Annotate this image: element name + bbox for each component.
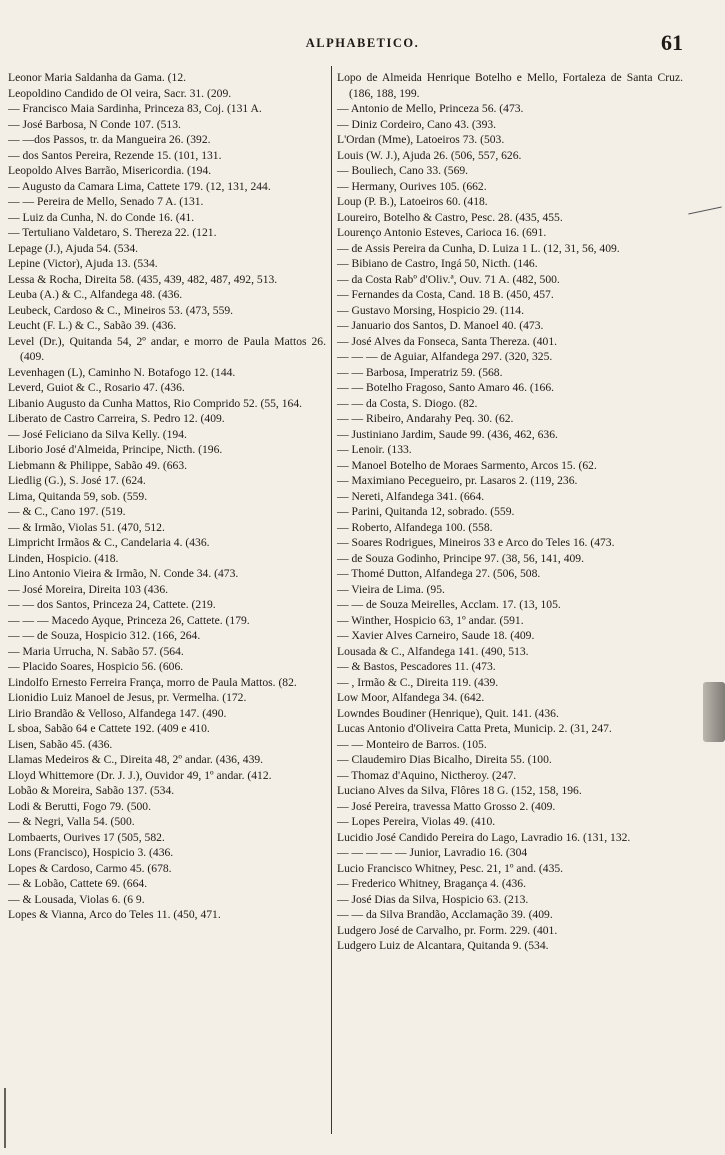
directory-entry: — Nereti, Alfandega 341. (664. bbox=[337, 489, 485, 503]
running-title: ALPHABETICO. bbox=[305, 36, 420, 50]
directory-entry: — dos Santos Pereira, Rezende 15. (101, 131. bbox=[8, 148, 222, 162]
directory-entry: — Antonio de Mello, Princeza 56. (473. bbox=[337, 102, 524, 115]
directory-entry: Level (Dr.), Quitanda 54, 2º andar, e morro de Paula Mattos 26. (409. bbox=[8, 334, 326, 363]
directory-entry: — — de Souza, Hospicio 312. (166, 264. bbox=[8, 629, 201, 642]
directory-entry: Loup (P. B.), Latoeiros 60. (418. bbox=[337, 195, 488, 208]
directory-entry: Lopes & Vianna, Arco do Teles 11. (450, 471. bbox=[8, 908, 221, 921]
directory-entry: Lucio Francisco Whitney, Pesc. 21, 1º and. (435. bbox=[337, 861, 564, 875]
directory-entry: Lionidio Luiz Manoel de Jesus, pr. Vermelha. (172. bbox=[8, 691, 247, 704]
directory-entry: — Vieira de Lima. (95. bbox=[337, 582, 445, 596]
binding-shadow bbox=[4, 1088, 6, 1148]
directory-entry: — & Negri, Valla 54. (500. bbox=[8, 815, 135, 828]
directory-entry: — Tertuliano Valdetaro, S. Thereza 22. (121. bbox=[8, 226, 217, 239]
page-number: 61 bbox=[661, 30, 683, 55]
directory-entry: — —dos Passos, tr. da Mangueira 26. (392. bbox=[8, 133, 211, 146]
directory-entry: Linden, Hospicio. (418. bbox=[8, 551, 119, 565]
directory-entry: — Thomé Dutton, Alfandega 27. (506, 508. bbox=[337, 567, 541, 580]
directory-entry: Lopo de Almeida Henrique Botelho e Mello, Fortaleza de Santa Cruz. (186, 188, 199. bbox=[337, 71, 683, 100]
directory-entry: Lloyd Whittemore (Dr. J. J.), Ouvidor 49, 1º andar. (412. bbox=[8, 768, 272, 782]
directory-entry: Limpricht Irmãos & C., Candelaria 4. (436. bbox=[8, 536, 210, 549]
directory-entry: — & Irmão, Violas 51. (470, 512. bbox=[8, 520, 165, 534]
directory-entry: Lima, Quitanda 59, sob. (559. bbox=[8, 489, 148, 503]
directory-entry: — Xavier Alves Carneiro, Saude 18. (409. bbox=[337, 629, 535, 642]
directory-entry: L sboa, Sabão 64 e Cattete 192. (409 e 410. bbox=[8, 722, 210, 735]
directory-entry: Libanio Augusto da Cunha Mattos, Rio Comprido 52. (55, 164. bbox=[8, 396, 303, 410]
directory-entry: Loureiro, Botelho & Castro, Pesc. 28. (435, 455. bbox=[337, 210, 563, 224]
left-column bbox=[8, 70, 326, 923]
directory-entry: — Thomaz d'Aquino, Nictheroy. (247. bbox=[337, 768, 517, 782]
directory-entry: — da Costa Rabº d'Oliv.ª, Ouv. 71 A. (482, 500. bbox=[337, 272, 560, 286]
directory-entry: Lousada & C., Alfandega 141. (490, 513. bbox=[337, 644, 529, 658]
directory-entry: — — dos Santos, Princeza 24, Cattete. (219. bbox=[8, 598, 216, 611]
directory-entry: Ludgero Luiz de Alcantara, Quitanda 9. (534. bbox=[337, 939, 549, 952]
directory-entry: Lowndes Boudiner (Henrique), Quit. 141. (436. bbox=[337, 706, 559, 720]
directory-entry: Lombaerts, Ourives 17 (505, 582. bbox=[8, 830, 165, 844]
page-edge-shadow bbox=[703, 682, 725, 742]
directory-entry: Ludgero José de Carvalho, pr. Form. 229. (401. bbox=[337, 923, 558, 937]
directory-entry: — Placido Soares, Hospicio 56. (606. bbox=[8, 660, 184, 673]
directory-entry: Luciano Alves da Silva, Flôres 18 G. (152, 158, 196. bbox=[337, 784, 582, 797]
directory-entry: Lino Antonio Vieira & Irmão, N. Conde 34. (473. bbox=[8, 567, 239, 580]
directory-entry: — José Moreira, Direita 103 (436. bbox=[8, 582, 169, 596]
directory-entry: — Augusto da Camara Lima, Cattete 179. (12, 131, 244. bbox=[8, 179, 271, 193]
directory-entry: — & Lousada, Violas 6. (6 9. bbox=[8, 892, 145, 906]
directory-entry: Lodi & Berutti, Fogo 79. (500. bbox=[8, 799, 151, 813]
directory-entry: — — Pereira de Mello, Senado 7 A. (131. bbox=[8, 195, 204, 208]
directory-entry: — José Alves da Fonseca, Santa Thereza. (401. bbox=[337, 334, 558, 348]
directory-entry: — Winther, Hospicio 63, 1º andar. (591. bbox=[337, 613, 524, 627]
directory-entry: — de Souza Godinho, Principe 97. (38, 56, 141, 409. bbox=[337, 551, 584, 565]
directory-entry: — Maximiano Pecegueiro, pr. Lasaros 2. (119, 236. bbox=[337, 474, 578, 487]
directory-entry: Lucas Antonio d'Oliveira Catta Preta, Municip. 2. (31, 247. bbox=[337, 722, 612, 735]
directory-entry: Lobão & Moreira, Sabão 137. (534. bbox=[8, 784, 175, 797]
directory-entry: — Bibiano de Castro, Ingá 50, Nicth. (146. bbox=[337, 257, 538, 270]
directory-entry: — Soares Rodrigues, Mineiros 33 e Arco do Teles 16. (473. bbox=[337, 536, 615, 549]
directory-entry: Liebmann & Philippe, Sabão 49. (663. bbox=[8, 458, 188, 472]
directory-entry: — Gustavo Morsing, Hospicio 29. (114. bbox=[337, 303, 524, 317]
directory-entry: Liberato de Castro Carreira, S. Pedro 12. (409. bbox=[8, 412, 225, 425]
directory-entry: — & Bastos, Pescadores 11. (473. bbox=[337, 660, 496, 673]
directory-entry: — Maria Urrucha, N. Sabão 57. (564. bbox=[8, 644, 184, 658]
directory-entry: L'Ordan (Mme), Latoeiros 73. (503. bbox=[337, 133, 505, 146]
directory-entry: Leverd, Guiot & C., Rosario 47. (436. bbox=[8, 381, 185, 394]
directory-entry: Lopes & Cardoso, Carmo 45. (678. bbox=[8, 861, 172, 875]
directory-entry: — Lenoir. (133. bbox=[337, 443, 412, 456]
directory-entry: Liborio José d'Almeida, Principe, Nicth. (196. bbox=[8, 443, 223, 456]
directory-entry: — José Pereira, travessa Matto Grosso 2. (409. bbox=[337, 799, 556, 813]
directory-entry: — Luiz da Cunha, N. do Conde 16. (41. bbox=[8, 210, 195, 224]
directory-entry: Lons (Francisco), Hospicio 3. (436. bbox=[8, 846, 174, 859]
directory-entry: — Fernandes da Costa, Cand. 18 B. (450, 457. bbox=[337, 288, 554, 301]
directory-entry: Leucht (F. L.) & C., Sabão 39. (436. bbox=[8, 319, 177, 332]
directory-entry: — José Barbosa, N Conde 107. (513. bbox=[8, 117, 181, 131]
directory-entry: — Manoel Botelho de Moraes Sarmento, Arcos 15. (62. bbox=[337, 458, 597, 472]
directory-entry: Lirio Brandão & Velloso, Alfandega 147. (490. bbox=[8, 706, 227, 720]
directory-entry: — — — Macedo Ayque, Princeza 26, Cattete. (179. bbox=[8, 613, 250, 627]
directory-entry: — José Feliciano da Silva Kelly. (194. bbox=[8, 427, 187, 441]
directory-entry: — & C., Cano 197. (519. bbox=[8, 505, 126, 518]
directory-entry: — Roberto, Alfandega 100. (558. bbox=[337, 520, 493, 534]
directory-entry: — Lopes Pereira, Violas 49. (410. bbox=[337, 815, 496, 828]
directory-entry: Lessa & Rocha, Direita 58. (435, 439, 482, 487, 492, 513. bbox=[8, 272, 278, 286]
directory-entry: — Bouliech, Cano 33. (569. bbox=[337, 164, 469, 177]
directory-entry: — Francisco Maia Sardinha, Princeza 83, Coj. (131 A. bbox=[8, 102, 262, 115]
directory-entry: — — Barbosa, Imperatriz 59. (568. bbox=[337, 365, 503, 379]
directory-entry: Lisen, Sabão 45. (436. bbox=[8, 737, 113, 751]
directory-entry: Louis (W. J.), Ajuda 26. (506, 557, 626. bbox=[337, 148, 522, 162]
right-column bbox=[337, 70, 683, 954]
directory-entry: Leonor Maria Saldanha da Gama. (12. bbox=[8, 71, 187, 84]
directory-entry: — — da Silva Brandão, Acclamação 39. (409. bbox=[337, 908, 553, 921]
column-divider bbox=[331, 66, 332, 1134]
directory-entry: Lourenço Antonio Esteves, Carioca 16. (691. bbox=[337, 226, 547, 239]
directory-entry: Leuba (A.) & C., Alfandega 48. (436. bbox=[8, 288, 183, 301]
directory-entry: Llamas Medeiros & C., Direita 48, 2º andar. (436, 439. bbox=[8, 753, 264, 766]
page-header bbox=[0, 30, 725, 54]
directory-entry: — de Assis Pereira da Cunha, D. Luiza 1 L. (12, 31, 56, 409. bbox=[337, 241, 620, 255]
directory-entry: Liedlig (G.), S. José 17. (624. bbox=[8, 474, 146, 487]
directory-entry: — Claudemiro Dias Bicalho, Direita 55. (100. bbox=[337, 753, 552, 766]
directory-entry: Lepine (Victor), Ajuda 13. (534. bbox=[8, 257, 158, 270]
directory-entry: — — — — — Junior, Lavradio 16. (304 bbox=[337, 846, 528, 859]
directory-entry: — Justiniano Jardim, Saude 99. (436, 462, 636. bbox=[337, 427, 558, 441]
directory-entry: — Diniz Cordeiro, Cano 43. (393. bbox=[337, 117, 497, 131]
directory-entry: — Hermany, Ourives 105. (662. bbox=[337, 179, 487, 193]
directory-entry: Levenhagen (L), Caminho N. Botafogo 12. (144. bbox=[8, 365, 236, 379]
directory-entry: — — Ribeiro, Andarahy Peq. 30. (62. bbox=[337, 412, 514, 425]
directory-entry: — & Lobão, Cattete 69. (664. bbox=[8, 877, 148, 890]
directory-entry: Leopoldino Candido de Ol veira, Sacr. 31. (209. bbox=[8, 86, 232, 100]
directory-entry: — Januario dos Santos, D. Manoel 40. (473. bbox=[337, 319, 544, 332]
directory-entry: — — da Costa, S. Diogo. (82. bbox=[337, 396, 478, 410]
directory-entry: — — — de Aguiar, Alfandega 297. (320, 325. bbox=[337, 350, 553, 363]
directory-entry: Leubeck, Cardoso & C., Mineiros 53. (473, 559. bbox=[8, 303, 234, 317]
pencil-mark bbox=[688, 206, 721, 214]
directory-entry: — — de Souza Meirelles, Acclam. 17. (13, 105. bbox=[337, 598, 561, 611]
directory-entry: Lepage (J.), Ajuda 54. (534. bbox=[8, 241, 139, 255]
directory-entry: — José Dias da Silva, Hospicio 63. (213. bbox=[337, 892, 529, 906]
directory-entry: Leopoldo Alves Barrão, Misericordia. (194. bbox=[8, 164, 212, 177]
directory-entry: Low Moor, Alfandega 34. (642. bbox=[337, 691, 485, 704]
directory-entry: Lucidio José Candido Pereira do Lago, Lavradio 16. (131, 132. bbox=[337, 830, 631, 844]
directory-entry: — Parini, Quitanda 12, sobrado. (559. bbox=[337, 505, 515, 518]
directory-entry: — , Irmão & C., Direita 119. (439. bbox=[337, 675, 499, 689]
directory-entry: Lindolfo Ernesto Ferreira França, morro de Paula Mattos. (82. bbox=[8, 675, 297, 689]
directory-entry: — — Monteiro de Barros. (105. bbox=[337, 737, 487, 751]
directory-entry: — — Botelho Fragoso, Santo Amaro 46. (166. bbox=[337, 381, 555, 394]
directory-entry: — Frederico Whitney, Bragança 4. (436. bbox=[337, 877, 526, 890]
